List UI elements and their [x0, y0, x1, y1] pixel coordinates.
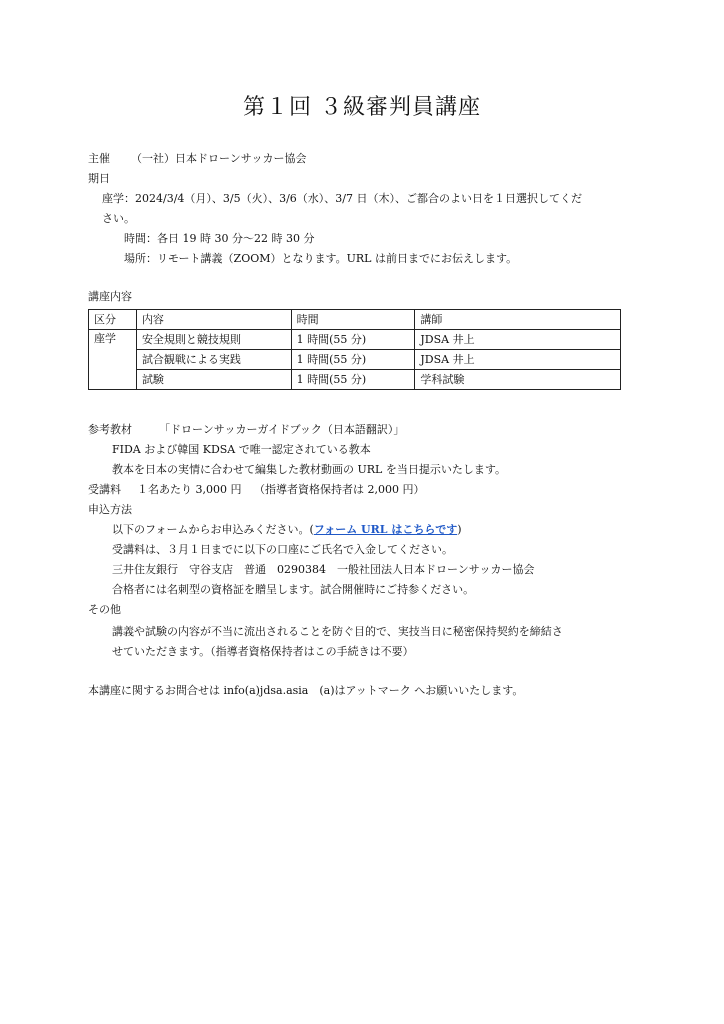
lecture-place: 場所：リモート講義（ZOOM）となります。URL は前日までにお伝えします。: [124, 252, 518, 265]
other-line1: 講義や試験の内容が不当に流出されることを防ぐ目的で、実技当日に秘密保持契約を締結さ: [112, 625, 563, 638]
lecture-time: 時間：各日 19 時 30 分～22 時 30 分: [124, 232, 315, 245]
apply-label: 申込方法: [88, 503, 132, 516]
contact-line: 本講座に関するお問合せは info(a)jdsa.asia (a)はアットマーク へお願いいたします。: [88, 684, 524, 697]
header-content: 内容: [136, 310, 291, 330]
lecturer-cell: JDSA 井上: [415, 350, 621, 370]
page-title: 第１回 ３級審判員講座: [243, 95, 481, 120]
materials-line1: FIDA および韓国 KDSA で唯一認定されている教本: [112, 443, 371, 456]
lecturer-cell: 学科試験: [415, 370, 621, 390]
table-row: [89, 330, 621, 350]
dates-label: 期日: [88, 172, 110, 185]
time-cell: 1 時間(55 分): [291, 370, 415, 390]
materials-title: 「ドローンサッカーガイドブック（日本語翻訳）」: [159, 423, 405, 436]
category-cell: 座学: [89, 330, 137, 390]
time-cell: 1 時間(55 分): [291, 330, 415, 350]
materials-label: 参考教材: [88, 423, 132, 436]
content-cell: 試験: [136, 370, 291, 390]
lecture-dates-line2: さい。: [102, 212, 135, 225]
header-category: 区分: [89, 310, 137, 330]
form-url-link[interactable]: フォーム URL はこちらです: [313, 523, 458, 536]
table-row: [89, 350, 621, 370]
apply-line1-text: 以下のフォームからお申込みください。(: [112, 523, 314, 536]
apply-line1-close: ): [457, 523, 462, 536]
fee-value: １名あたり 3,000 円: [137, 483, 242, 496]
time-cell: 1 時間(55 分): [291, 350, 415, 370]
materials-line2: 教本を日本の実情に合わせて編集した教材動画の URL を当日提示いたします。: [112, 463, 506, 476]
other-line2: せていただきます。（指導者資格保持者はこの手続きは不要）: [112, 645, 414, 658]
fee-label: 受講料: [88, 483, 121, 496]
lecture-dates-line1: 座学：2024/3/4（月）、3/5（火）、3/6（水）、3/7 日（木）、ご都合のよい日を１日選択してくだ: [102, 192, 583, 205]
bank-account: 三井住友銀行 守谷支店 普通 0290384 一般社団法人日本ドローンサッカー協会: [112, 563, 535, 576]
organizer-value: （一社）日本ドローンサッカー協会: [131, 152, 307, 165]
lecturer-cell: JDSA 井上: [415, 330, 621, 350]
table-header-row: [89, 310, 621, 330]
course-table: [88, 309, 621, 390]
course-label: 講座内容: [88, 290, 132, 303]
organizer-label: 主催: [88, 152, 110, 165]
fee-note: （指導者資格保持者は 2,000 円）: [254, 483, 425, 496]
other-label: その他: [88, 603, 121, 616]
content-cell: 試合観戦による実践: [136, 350, 291, 370]
apply-line1: [112, 523, 462, 537]
table-row: [89, 370, 621, 390]
content-cell: 安全規則と競技規則: [136, 330, 291, 350]
header-time: 時間: [291, 310, 415, 330]
header-lecturer: 講師: [415, 310, 621, 330]
apply-line4: 合格者には名刺型の資格証を贈呈します。試合開催時にご持参ください。: [112, 583, 475, 596]
apply-line2: 受講料は、３月１日までに以下の口座にご氏名で入金してください。: [112, 543, 453, 556]
